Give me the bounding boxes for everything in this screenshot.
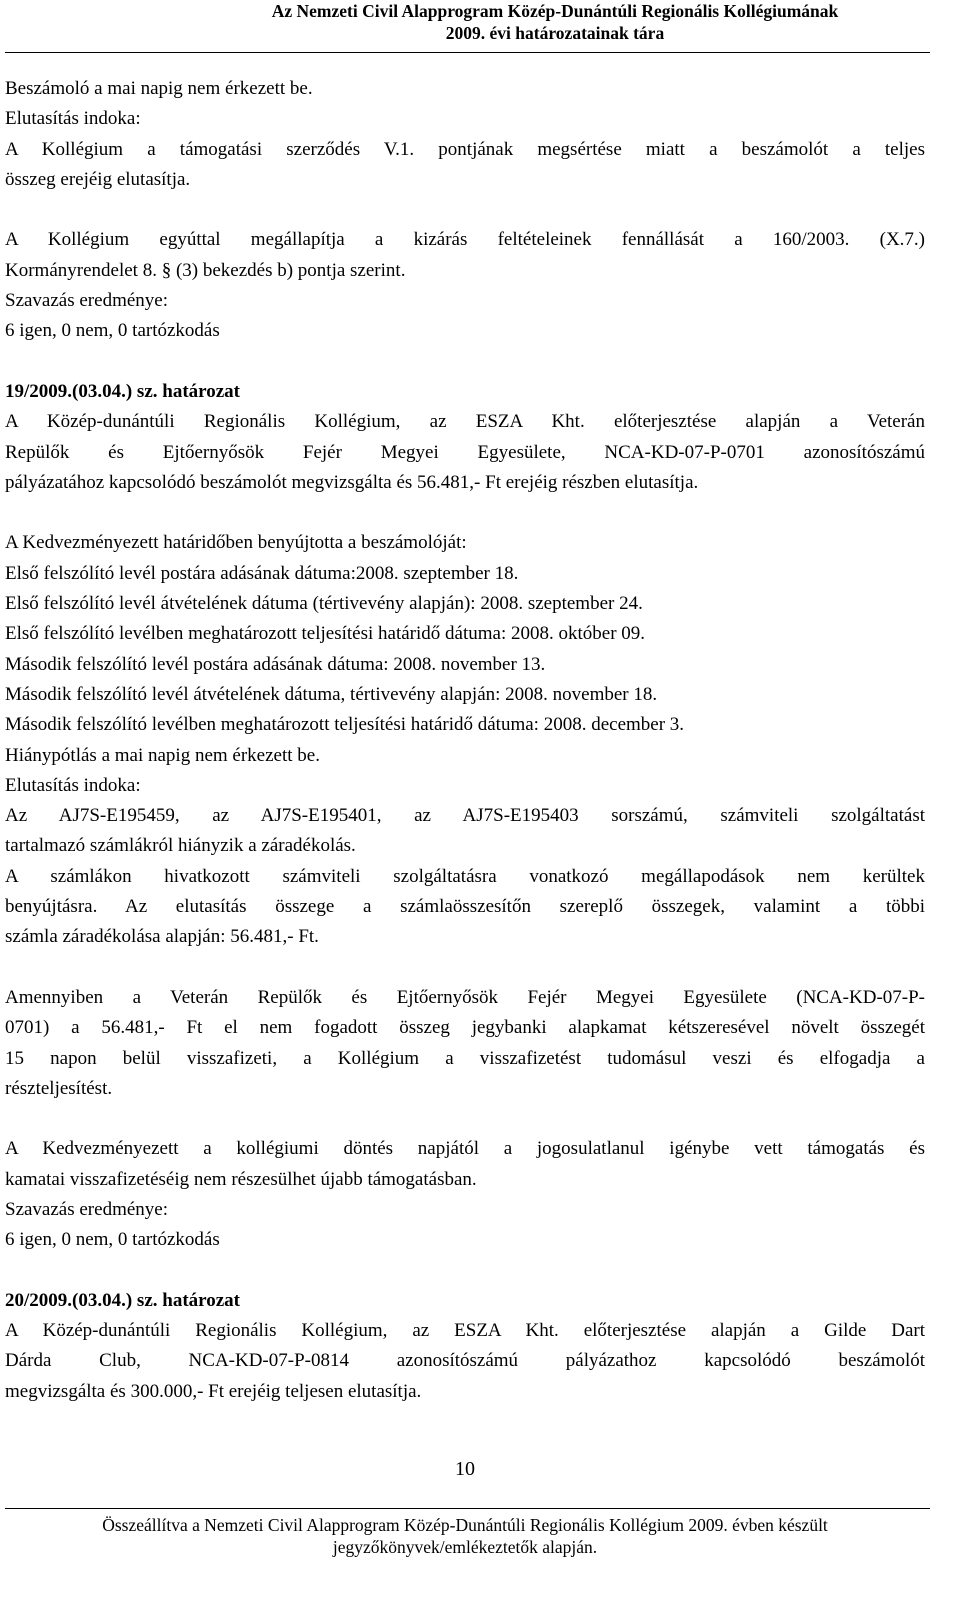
resolution-19-p1-line-2: Repülők és Ejtőernyősök Fejér Megyei Egyesülete, NCA-KD-07-P-0701 azonosítószámú xyxy=(5,441,925,463)
resolution-20-number: 20/2009.(03.04.) sz. xyxy=(5,1289,158,1311)
deadline-line: Hiánypótlás a mai napig nem érkezett be. xyxy=(5,744,320,766)
resolution-20-title xyxy=(5,1286,925,1316)
resolution-19-ban-line-2: kamatai visszafizetéséig nem részesülhet újabb támogatásban. xyxy=(5,1168,477,1190)
spacer xyxy=(5,347,925,377)
resolution-19-reason-line-1: Az AJ7S-E195459, az AJ7S-E195401, az AJ7S-E195403 sorszámú, számviteli szolgáltatást xyxy=(5,805,925,827)
deadline-line: Második felszólító levél postára adásának dátuma: 2008. november 13. xyxy=(5,653,546,675)
block1-rejection-label: Elutasítás indoka: xyxy=(5,108,141,130)
deadline-line: Második felszólító levél átvételének dátuma, tértivevény alapján: 2008. november 18. xyxy=(5,683,658,705)
header-line-1: Az Nemzeti Civil Alapprogram Közép-Dunántúli Regionális Kollégiumának xyxy=(271,1,839,21)
block1-rejection-line-1: A Kollégium a támogatási szerződés V.1. pontjának megsértése miatt a beszámolót a teljes xyxy=(5,138,925,160)
page-header xyxy=(0,0,960,50)
resolution-19-reason-line-4: benyújtásra. Az elutasítás összege a számlaösszesítőn szereplő összegek, valamint a többi xyxy=(5,896,925,918)
block1-vote-result: 6 igen, 0 nem, 0 tartózkodás xyxy=(5,320,220,342)
resolution-19-rejection-label: Elutasítás indoka: xyxy=(5,774,141,796)
block1-vote-label: Szavazás eredménye: xyxy=(5,290,168,312)
deadline-line: Első felszólító levél postára adásának dátuma:2008. szeptember 18. xyxy=(5,562,519,584)
block1-intro: Beszámoló a mai napig nem érkezett be. xyxy=(5,78,313,99)
spacer xyxy=(5,1104,925,1134)
resolution-20-p1-line-1: A Közép-dunántúli Regionális Kollégium, az ESZA Kht. előterjesztése alapján a Gilde Dart xyxy=(5,1320,925,1342)
deadline-line: A Kedvezményezett határidőben benyújtotta a beszámolóját: xyxy=(5,532,467,554)
header-line-2: 2009. évi határozatainak tára xyxy=(445,23,665,43)
resolution-20-p1-line-2: Dárda Club, NCA-KD-07-P-0814 azonosítószámú pályázathoz kapcsolódó beszámolót xyxy=(5,1350,925,1372)
footer-divider xyxy=(5,1508,930,1509)
footer-line-2: jegyzőkönyvek/emlékeztetők alapján. xyxy=(332,1537,598,1557)
resolution-19-reason-line-3: A számlákon hivatkozott számviteli szolgáltatásra vonatkozó megállapodások nem kerültek xyxy=(5,865,925,887)
footer-line-1: Összeállítva a Nemzeti Civil Alapprogram Közép-Dunántúli Regionális Kollégium 2009. évben készült xyxy=(102,1515,828,1535)
spacer xyxy=(5,195,925,225)
resolution-19-p1-line-3: pályázatához kapcsolódó beszámolót megvizsgálta és 56.481,- Ft erejéig részben elutasítja. xyxy=(5,471,699,493)
block1-exclusion-line-1: A Kollégium egyúttal megállapítja a kizárás feltételeinek fennállását a 160/2003. (X.7.) xyxy=(5,229,925,251)
deadline-line: Első felszólító levél átvételének dátuma (tértivevény alapján): 2008. szeptember 24. xyxy=(5,593,643,615)
resolution-19-repay-line-4: részteljesítést. xyxy=(5,1077,113,1099)
resolution-19-vote-label: Szavazás eredménye: xyxy=(5,1198,168,1220)
resolution-19-number: 19/2009.(03.04.) sz. xyxy=(5,380,158,402)
resolution-20-p1-line-3: megvizsgálta és 300.000,- Ft erejéig teljesen elutasítja. xyxy=(5,1380,422,1402)
block1-rejection-line-2: összeg erejéig elutasítja. xyxy=(5,168,191,190)
page-number: 10 xyxy=(455,1458,475,1480)
resolution-19-title-word: határozat xyxy=(162,380,241,402)
resolution-19-vote-result: 6 igen, 0 nem, 0 tartózkodás xyxy=(5,1229,220,1251)
spacer xyxy=(5,498,925,528)
spacer xyxy=(5,953,925,983)
resolution-19-reason-line-5: számla záradékolása alapján: 56.481,- Ft. xyxy=(5,926,319,948)
page-footer xyxy=(0,1514,930,1558)
spacer xyxy=(5,1256,925,1286)
header-divider xyxy=(5,52,930,53)
resolution-19-title xyxy=(5,377,925,407)
block1-exclusion-line-2: Kormányrendelet 8. § (3) bekezdés b) pontja szerint. xyxy=(5,259,406,281)
resolution-19-repay-line-2: 0701) a 56.481,- Ft el nem fogadott összeg jegybanki alapkamat kétszeresével növelt összegét xyxy=(5,1017,925,1039)
resolution-20-title-word: határozat xyxy=(162,1289,241,1311)
page-content xyxy=(5,74,925,1407)
resolution-19-ban-line-1: A Kedvezményezett a kollégiumi döntés napjától a jogosulatlanul igénybe vett támogatás és xyxy=(5,1138,925,1160)
resolution-19-p1-line-1: A Közép-dunántúli Regionális Kollégium, az ESZA Kht. előterjesztése alapján a Veterán xyxy=(5,411,925,433)
deadline-line: Első felszólító levélben meghatározott teljesítési határidő dátuma: 2008. október 09. xyxy=(5,623,646,645)
resolution-19-repay-line-3: 15 napon belül visszafizeti, a Kollégium a visszafizetést tudomásul veszi és elfogadja a xyxy=(5,1047,925,1069)
deadline-line: Második felszólító levélben meghatározott teljesítési határidő dátuma: 2008. december 3. xyxy=(5,714,685,736)
resolution-19-reason-line-2: tartalmazó számlákról hiányzik a záradékolás. xyxy=(5,835,356,857)
resolution-19-repay-line-1: Amennyiben a Veterán Repülők és Ejtőernyősök Fejér Megyei Egyesülete (NCA-KD-07-P- xyxy=(5,986,925,1008)
